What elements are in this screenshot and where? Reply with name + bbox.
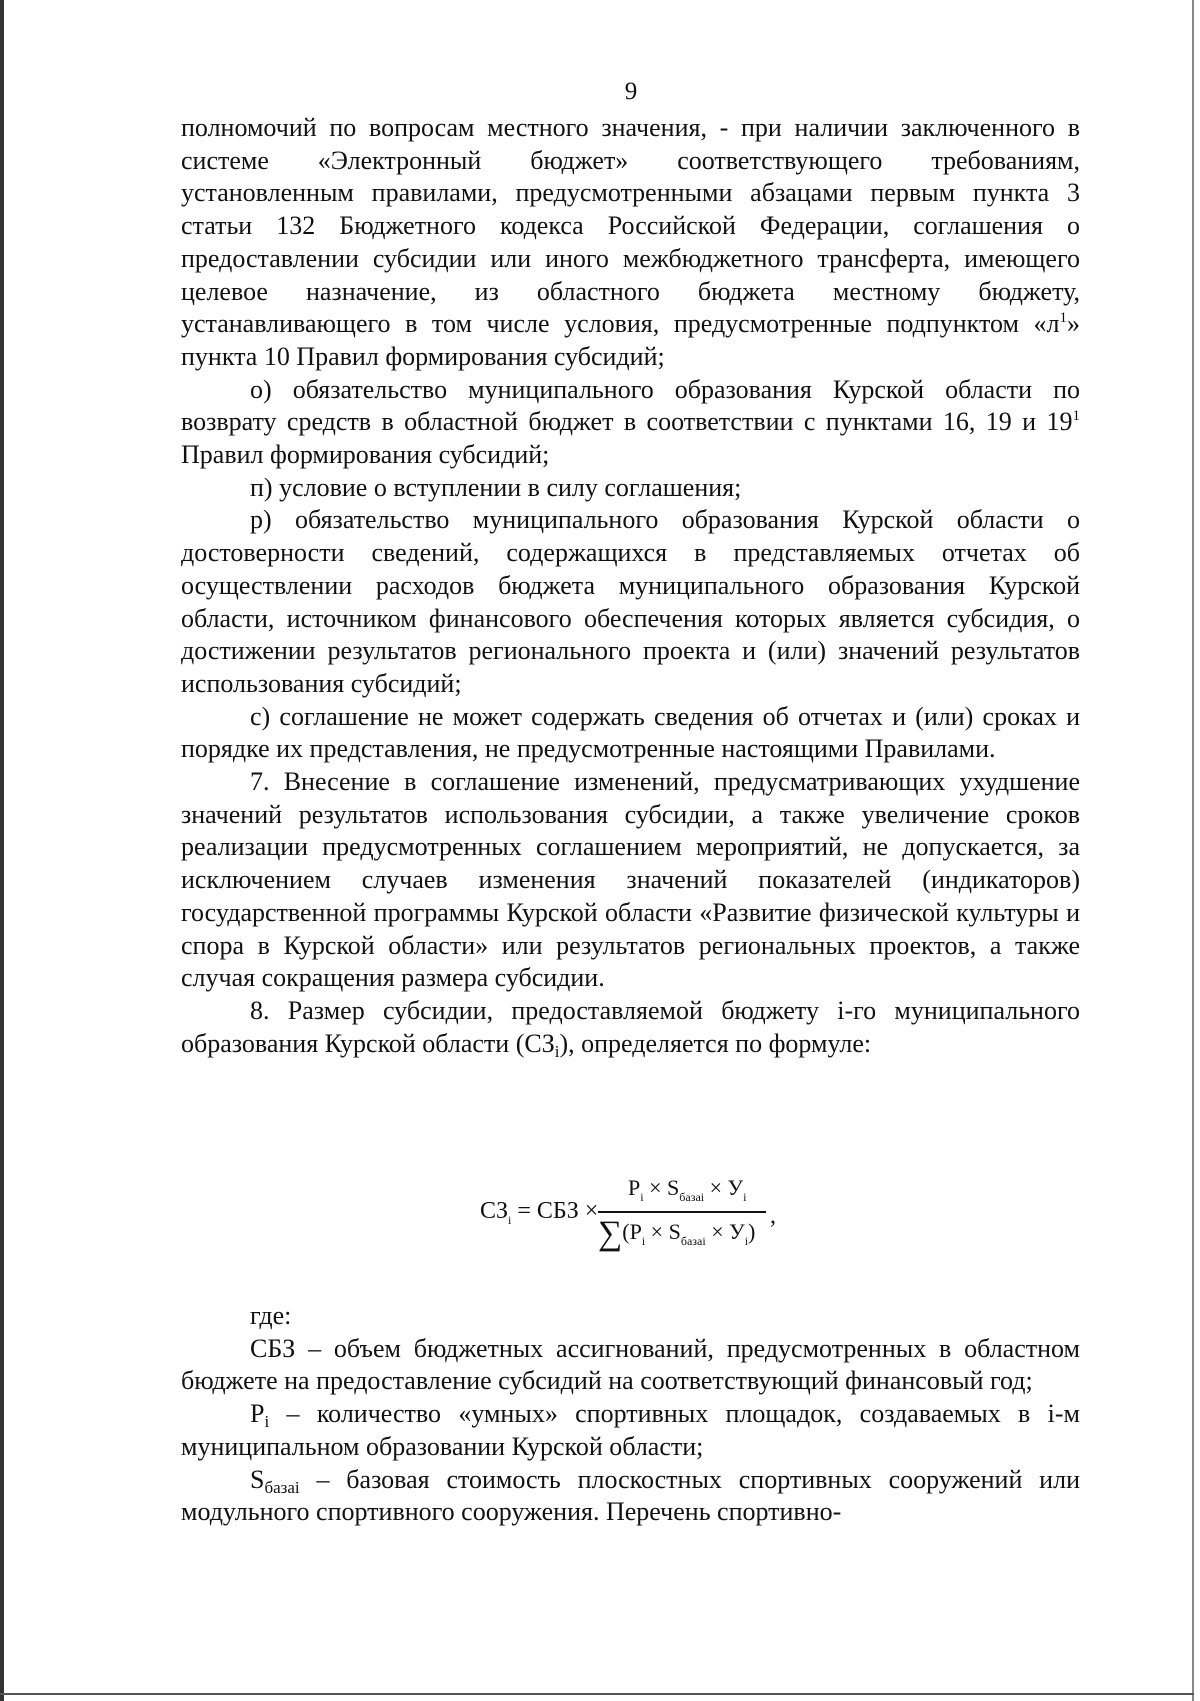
paragraph-text: S [250, 1464, 265, 1494]
formula-operator: × [705, 1219, 730, 1244]
paragraph-text: P [250, 1399, 265, 1429]
formula-paren: ) [748, 1219, 756, 1244]
formula-symbol: СЗ [480, 1198, 509, 1224]
sigma-symbol: ∑ [598, 1215, 623, 1252]
subsidy-formula [480, 1175, 820, 1255]
superscript: 1 [1059, 310, 1067, 327]
document-body-bottom [181, 1300, 1080, 1529]
formula-subscript: i [508, 1213, 512, 1227]
paragraph-item-o [181, 374, 1080, 472]
paragraph-text: ), определяется по формуле: [559, 1028, 872, 1058]
subscript: i [264, 1412, 270, 1432]
paragraph-clause-8 [181, 995, 1080, 1060]
formula-subscript: базаi [679, 1190, 705, 1204]
paragraph-item-r: р) обязательство муниципального образования Курской области о достоверности сведений, содержащихся в представляемых отчетах об осуществлении расходов бюджета муниципального образования Курской области, источником финансового обеспечения которых является субсидия, о достижении результатов регионального проекта и (или) значений результатов использования субсидий; [181, 505, 1080, 698]
paragraph-item-s: с) соглашение не может содержать сведения об отчетах и (или) сроках и порядке их представления, не предусмотренные настоящими Правилами. [181, 701, 1080, 764]
page-number: 9 [624, 78, 638, 105]
formula-numerator [628, 1175, 746, 1205]
formula-subscript: i [743, 1190, 747, 1204]
paragraph-text: – количество «умных» спортивных площадок, создаваемых в i-м муниципальном образовании Курской области; [181, 1399, 1080, 1461]
formula-symbol: У [727, 1175, 744, 1200]
superscript: 1 [1072, 408, 1080, 425]
formula-operator: = СБЗ × [511, 1198, 599, 1224]
formula-denominator [598, 1215, 755, 1253]
formula-symbol: P [629, 1219, 642, 1244]
formula-subscript: i [641, 1234, 646, 1248]
where-label: где: [250, 1301, 292, 1330]
paragraph-text: Правил формирования субсидий; [181, 440, 550, 470]
scan-edge-bottom [0, 1693, 1194, 1695]
paragraph-text: 8. Размер субсидии, предоставляемой бюджету i-го муниципального образования Курской области (СЗ [181, 995, 1080, 1058]
formula-comma: , [770, 1203, 776, 1229]
scan-edge-right [1192, 0, 1194, 1701]
paragraph-text: – базовая стоимость плоскостных спортивных сооружений или модульного спортивного сооружения. Перечень спортивно- [181, 1464, 1080, 1527]
formula-symbol: S [668, 1219, 681, 1244]
formula-subscript: i [744, 1234, 749, 1248]
formula-subscript: базаi [680, 1234, 706, 1248]
formula-paren: ( [622, 1219, 630, 1244]
formula-symbol: P [628, 1175, 641, 1200]
fraction-bar [598, 1211, 766, 1213]
paragraph-text: » пункта 10 Правил формирования субсидий; [181, 309, 1080, 371]
paragraph-continuation [181, 112, 1080, 374]
document-body-top [181, 112, 1080, 1060]
definition-sbazai [181, 1464, 1080, 1529]
formula-operator: × [645, 1219, 669, 1244]
formula-symbol: У [729, 1219, 745, 1244]
paragraph-clause-7: 7. Внесение в соглашение изменений, предусматривающих ухудшение значений результатов использования субсидии, а также увеличение сроков реализации предусмотренных соглашением мероприятий, не допускается, за исключением случаев изменения значений показателей (индикаторов) государственной программы Курской области «Развитие физической культуры и спора в Курской области» или результатов региональных проектов, а также случая сокращения размера субсидии. [181, 767, 1080, 993]
definition-sbz: СБЗ – объем бюджетных ассигнований, предусмотренных в областном бюджете на предоставление субсидий на соответствующий финансовый год; [181, 1333, 1080, 1396]
subscript: i [554, 1041, 560, 1061]
formula-symbol: S [667, 1175, 680, 1200]
formula-subscript: i [640, 1190, 644, 1204]
formula-operator: × [704, 1175, 728, 1200]
paragraph-item-p: п) условие о вступлении в силу соглашения; [250, 472, 742, 502]
paragraph-text: полномочий по вопросам местного значения, - при наличии заключенного в системе «Электронный бюджет» соответствующего требованиям, установленным правилами, предусмотренными абзацами первым пункта 3 статьи 132 Бюджетного кодекса Российской Федерации, соглашения о предоставлении субсидии или иного межбюджетного трансферта, имеющего целевое назначение, из областного бюджета местному бюджету, устанавливающего в том числе условия, предусмотренные подпунктом «л [181, 113, 1080, 339]
formula-operator: × [643, 1175, 668, 1200]
paragraph-text: о) обязательство муниципального образования Курской области по возврату средств в областной бюджет в соответствии с пунктами 16, 19 и 19 [181, 374, 1080, 437]
formula-lhs [480, 1198, 598, 1228]
scan-edge-left [0, 0, 4, 1701]
subscript: базаi [264, 1477, 300, 1497]
definition-pi [181, 1398, 1080, 1463]
